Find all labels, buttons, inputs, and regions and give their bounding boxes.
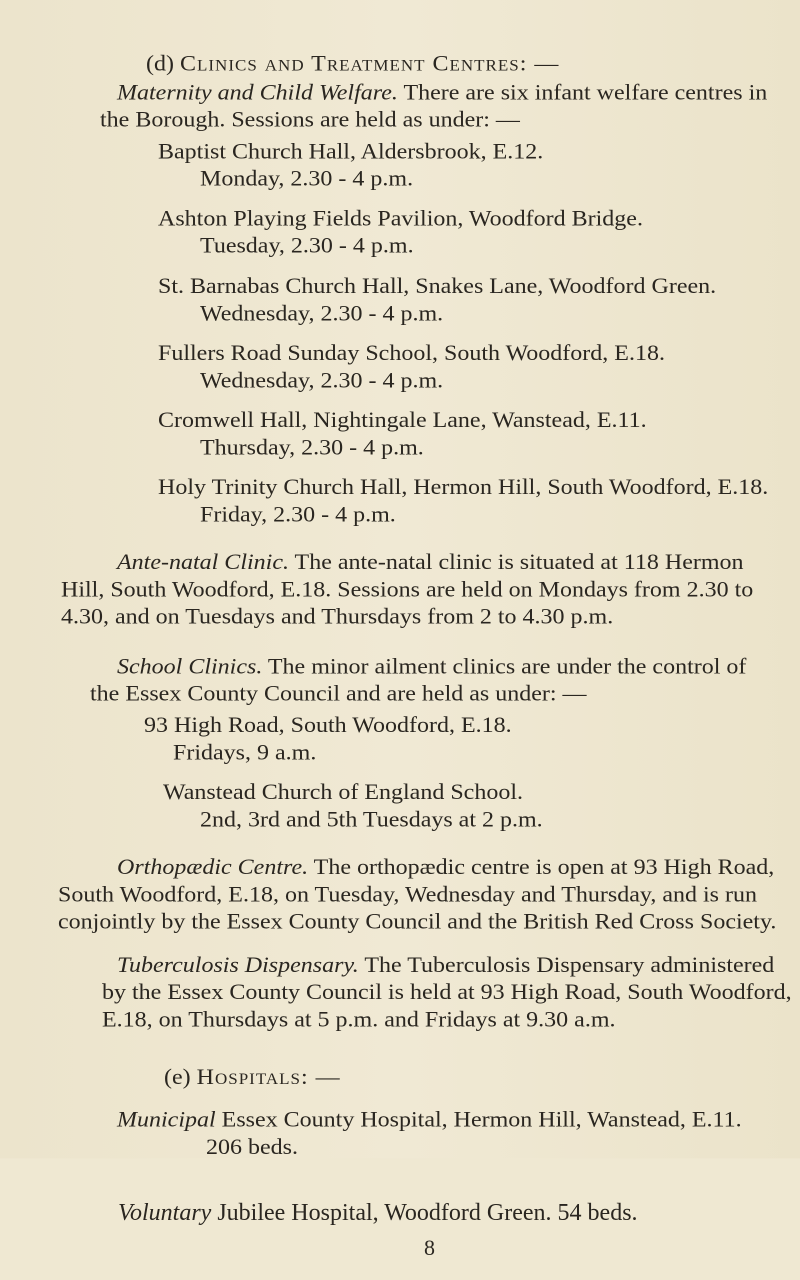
tuberculosis-label: Tuberculosis Dispensary. xyxy=(117,953,359,978)
welfare-centre-entry xyxy=(158,407,647,461)
centre-name: Fullers Road Sunday School, South Woodford, E.18. xyxy=(158,342,665,366)
school-clinics-line-1: The minor ailment clinics are under the control of xyxy=(262,655,747,679)
municipal-beds: 206 beds. xyxy=(206,1135,298,1160)
clinic-time: 2nd, 3rd and 5th Tuesdays at 2 p.m. xyxy=(200,808,543,832)
centre-name: Holy Trinity Church Hall, Hermon Hill, South Woodford, E.18. xyxy=(158,476,769,500)
section-heading-text: Clinics and Treatment Centres: — xyxy=(179,52,560,77)
municipal-text: Essex County Hospital, Hermon Hill, Wanstead, E.11. xyxy=(215,1108,742,1133)
school-clinics-label: School Clinics. xyxy=(117,655,263,679)
centre-name: Baptist Church Hall, Aldersbrook, E.12. xyxy=(158,140,544,164)
clinic-name: 93 High Road, South Woodford, E.18. xyxy=(144,714,512,738)
school-clinics-paragraph xyxy=(90,653,797,707)
voluntary-text: Jubilee Hospital, Woodford Green. 54 beds. xyxy=(211,1200,638,1226)
centre-name: Ashton Playing Fields Pavilion, Woodford Bridge. xyxy=(158,207,643,231)
section-heading-prefix: (d) xyxy=(146,52,180,77)
centre-time: Friday, 2.30 - 4 p.m. xyxy=(200,503,396,527)
section-heading-prefix: (e) xyxy=(164,1066,197,1090)
school-clinic-entry xyxy=(144,712,512,766)
centre-name: St. Barnabas Church Hall, Snakes Lane, Woodford Green. xyxy=(158,275,717,299)
page-number: 8 xyxy=(424,1235,435,1260)
tuberculosis-line-3: E.18, on Thursdays at 5 p.m. and Fridays at 9.30 a.m. xyxy=(102,1008,616,1032)
welfare-centre-entry xyxy=(158,273,716,327)
centre-time: Monday, 2.30 - 4 p.m. xyxy=(200,167,414,191)
centre-time: Wednesday, 2.30 - 4 p.m. xyxy=(200,369,444,393)
maternity-line-1: There are six infant welfare centres in xyxy=(397,81,768,105)
school-clinic-entry xyxy=(163,779,543,833)
centre-name: Cromwell Hall, Nightingale Lane, Wanstead, E.11. xyxy=(158,409,647,433)
antenatal-line-3: 4.30, and on Tuesdays and Thursdays from 2 to 4.30 p.m. xyxy=(61,605,614,629)
tuberculosis-line-1: The Tuberculosis Dispensary administered xyxy=(358,953,775,978)
clinic-name: Wanstead Church of England School. xyxy=(163,781,523,805)
orthopaedic-line-2: South Woodford, E.18, on Tuesday, Wednesday and Thursday, and is run xyxy=(58,883,757,907)
tuberculosis-line-2: by the Essex County Council is held at 93 High Road, South Woodford, xyxy=(102,981,792,1005)
municipal-hospital xyxy=(117,1107,742,1134)
section-heading-clinics xyxy=(146,51,559,78)
orthopaedic-label: Orthopædic Centre. xyxy=(117,856,309,880)
orthopaedic-line-3: conjointly by the Essex County Council and the British Red Cross Society. xyxy=(58,910,777,934)
school-clinics-line-2: the Essex County Council and are held as under: — xyxy=(90,682,587,706)
tuberculosis-paragraph xyxy=(102,952,797,1033)
maternity-paragraph xyxy=(100,80,797,134)
welfare-centre-entry xyxy=(158,474,768,528)
welfare-centre-entry xyxy=(158,205,643,259)
welfare-centre-entry xyxy=(158,138,543,192)
section-heading-text: Hospitals: — xyxy=(196,1066,341,1090)
maternity-line-2: the Borough. Sessions are held as under: — xyxy=(100,108,520,133)
orthopaedic-paragraph xyxy=(58,854,797,935)
maternity-label: Maternity and Child Welfare. xyxy=(117,81,398,105)
orthopaedic-line-1: The orthopædic centre is open at 93 High Road, xyxy=(308,856,775,880)
antenatal-line-2: Hill, South Woodford, E.18. Sessions are held on Mondays from 2.30 to xyxy=(61,578,754,602)
section-heading-hospitals xyxy=(164,1064,341,1091)
voluntary-label: Voluntary xyxy=(118,1200,212,1226)
centre-time: Thursday, 2.30 - 4 p.m. xyxy=(200,436,424,460)
antenatal-paragraph xyxy=(61,549,797,630)
antenatal-line-1: The ante-natal clinic is situated at 118 Hermon xyxy=(288,551,744,575)
municipal-label: Municipal xyxy=(117,1108,216,1133)
voluntary-hospital xyxy=(118,1198,638,1228)
antenatal-label: Ante-natal Clinic. xyxy=(117,551,289,575)
welfare-centre-entry xyxy=(158,340,665,394)
clinic-time: Fridays, 9 a.m. xyxy=(173,741,317,765)
centre-time: Wednesday, 2.30 - 4 p.m. xyxy=(200,302,444,326)
centre-time: Tuesday, 2.30 - 4 p.m. xyxy=(200,234,414,258)
